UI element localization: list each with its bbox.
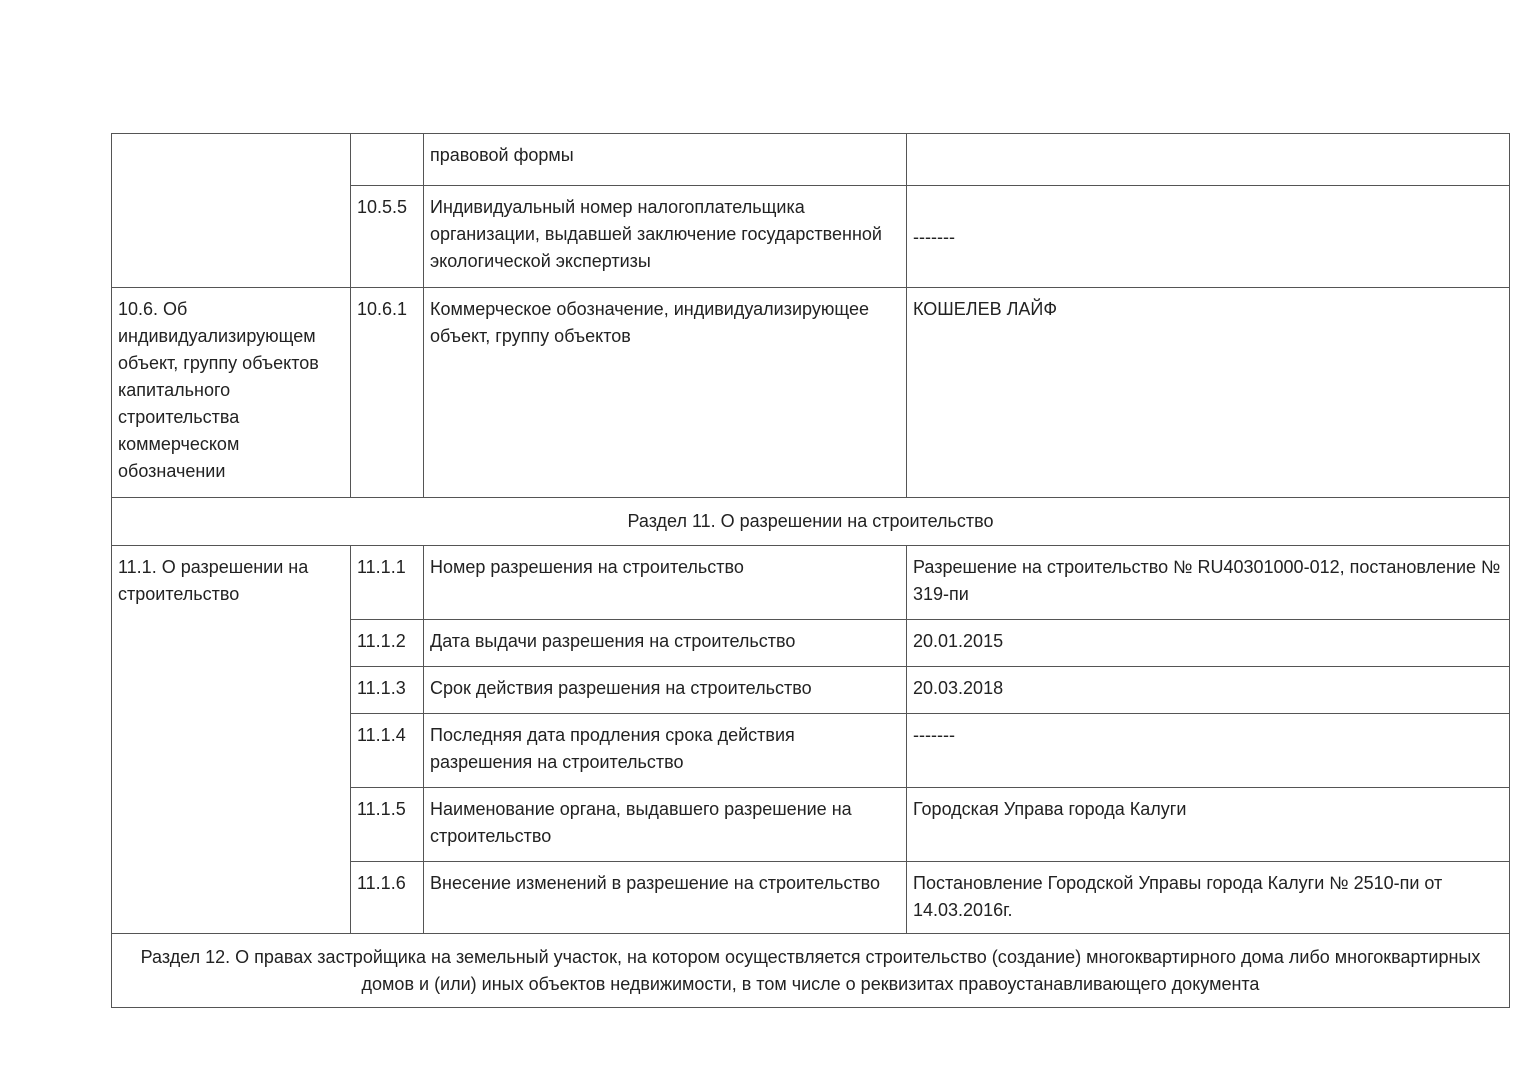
item-label-cell: Срок действия разрешения на строительство bbox=[424, 667, 907, 714]
item-label-cell: Последняя дата продления срока действия разрешения на строительство bbox=[424, 714, 907, 788]
section-title: Раздел 12. О правах застройщика на земельный участок, на котором осуществляется строительство (создание) многоквартирного дома либо многоквартирных домов и (или) иных объектов недвижимости, в том числе о реквизитах правоустанавливающего документа bbox=[112, 934, 1510, 1008]
table-row bbox=[112, 546, 1510, 620]
item-value-cell bbox=[907, 134, 1510, 186]
item-label-cell: Внесение изменений в разрешение на строительство bbox=[424, 862, 907, 934]
item-label-cell: Дата выдачи разрешения на строительство bbox=[424, 620, 907, 667]
item-value-cell: Постановление Городской Управы города Калуги № 2510-пи от 14.03.2016г. bbox=[907, 862, 1510, 934]
item-value-cell: 20.03.2018 bbox=[907, 667, 1510, 714]
item-value-cell: 20.01.2015 bbox=[907, 620, 1510, 667]
table-row bbox=[112, 134, 1510, 186]
declaration-table bbox=[111, 133, 1510, 1008]
item-label-cell: Наименование органа, выдавшего разрешение на строительство bbox=[424, 788, 907, 862]
item-number-cell: 10.6.1 bbox=[351, 288, 424, 498]
item-label-cell: Индивидуальный номер налогоплательщика организации, выдавшей заключение государственной экологической экспертизы bbox=[424, 186, 907, 288]
item-number-cell: 10.5.5 bbox=[351, 186, 424, 288]
table-row bbox=[112, 288, 1510, 498]
group-cell-10-5 bbox=[112, 134, 351, 288]
item-number-cell: 11.1.6 bbox=[351, 862, 424, 934]
item-value-cell: Городская Управа города Калуги bbox=[907, 788, 1510, 862]
section-header-row bbox=[112, 498, 1510, 546]
item-value-cell: Разрешение на строительство № RU40301000-012, постановление № 319-пи bbox=[907, 546, 1510, 620]
item-label-cell: Номер разрешения на строительство bbox=[424, 546, 907, 620]
item-value-cell: ------- bbox=[907, 714, 1510, 788]
item-number-cell: 11.1.3 bbox=[351, 667, 424, 714]
item-label-cell: правовой формы bbox=[424, 134, 907, 186]
group-title-cell: 10.6. Об индивидуализирующем объект, группу объектов капитального строительства коммерческом обозначении bbox=[112, 288, 351, 498]
group-title-cell: 11.1. О разрешении на строительство bbox=[112, 546, 351, 934]
item-value-cell: КОШЕЛЕВ ЛАЙФ bbox=[907, 288, 1510, 498]
section-title: Раздел 11. О разрешении на строительство bbox=[112, 498, 1510, 546]
item-number-cell: 11.1.4 bbox=[351, 714, 424, 788]
item-label-cell: Коммерческое обозначение, индивидуализирующее объект, группу объектов bbox=[424, 288, 907, 498]
item-number-cell: 11.1.2 bbox=[351, 620, 424, 667]
item-number-cell bbox=[351, 134, 424, 186]
item-value-cell: ------- bbox=[907, 186, 1510, 288]
item-number-cell: 11.1.1 bbox=[351, 546, 424, 620]
section-header-row bbox=[112, 934, 1510, 1008]
item-number-cell: 11.1.5 bbox=[351, 788, 424, 862]
